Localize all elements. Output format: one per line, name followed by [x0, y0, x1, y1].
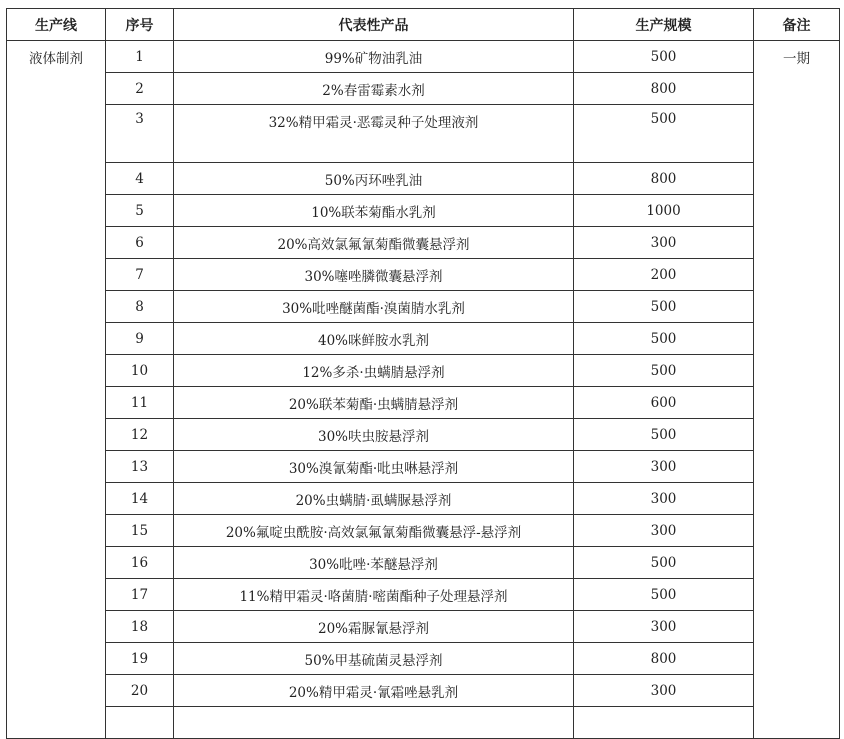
row-index: 20 — [106, 675, 174, 707]
empty-cell — [574, 707, 754, 739]
row-product: 20%霜脲氰悬浮剂 — [174, 611, 574, 643]
row-product: 50%甲基硫菌灵悬浮剂 — [174, 643, 574, 675]
row-scale: 800 — [574, 643, 754, 675]
table-row — [7, 227, 840, 259]
row-scale: 500 — [574, 419, 754, 451]
row-product: 20%精甲霜灵·氰霜唑悬乳剂 — [174, 675, 574, 707]
row-product: 30%噻唑膦微囊悬浮剂 — [174, 259, 574, 291]
header-line: 生产线 — [7, 9, 106, 41]
table-row — [7, 105, 840, 163]
row-index: 12 — [106, 419, 174, 451]
table-row — [7, 73, 840, 105]
row-scale: 300 — [574, 611, 754, 643]
row-scale: 500 — [574, 547, 754, 579]
table-row — [7, 515, 840, 547]
table-row — [7, 451, 840, 483]
row-scale: 300 — [574, 483, 754, 515]
row-index: 4 — [106, 163, 174, 195]
header-row — [7, 9, 840, 41]
row-product: 2%春雷霉素水剂 — [174, 73, 574, 105]
row-scale: 500 — [574, 355, 754, 387]
table-row — [7, 291, 840, 323]
row-scale: 800 — [574, 73, 754, 105]
table-body — [7, 41, 840, 739]
row-product: 20%虫螨腈·虱螨脲悬浮剂 — [174, 483, 574, 515]
table-row — [7, 259, 840, 291]
table-row — [7, 483, 840, 515]
row-product: 20%联苯菊酯·虫螨腈悬浮剂 — [174, 387, 574, 419]
row-product: 30%呋虫胺悬浮剂 — [174, 419, 574, 451]
row-product: 30%溴氰菊酯·吡虫啉悬浮剂 — [174, 451, 574, 483]
row-scale: 500 — [574, 291, 754, 323]
row-index: 18 — [106, 611, 174, 643]
row-index: 8 — [106, 291, 174, 323]
row-index: 17 — [106, 579, 174, 611]
row-product: 20%高效氯氟氰菊酯微囊悬浮剂 — [174, 227, 574, 259]
empty-cell — [106, 707, 174, 739]
row-product: 12%多杀·虫螨腈悬浮剂 — [174, 355, 574, 387]
table-row — [7, 643, 840, 675]
product-table — [6, 8, 840, 739]
row-index: 7 — [106, 259, 174, 291]
row-index: 2 — [106, 73, 174, 105]
row-index: 3 — [106, 105, 174, 163]
table-row — [7, 355, 840, 387]
empty-cell — [174, 707, 574, 739]
row-index: 5 — [106, 195, 174, 227]
row-index: 1 — [106, 41, 174, 73]
row-index: 10 — [106, 355, 174, 387]
row-index: 11 — [106, 387, 174, 419]
row-scale: 600 — [574, 387, 754, 419]
row-product: 10%联苯菊酯水乳剂 — [174, 195, 574, 227]
table-row — [7, 547, 840, 579]
row-scale: 1000 — [574, 195, 754, 227]
row-scale: 300 — [574, 227, 754, 259]
row-product: 99%矿物油乳油 — [174, 41, 574, 73]
table-row — [7, 611, 840, 643]
row-index: 9 — [106, 323, 174, 355]
table-row — [7, 195, 840, 227]
row-scale: 500 — [574, 41, 754, 73]
row-scale: 800 — [574, 163, 754, 195]
row-index: 19 — [106, 643, 174, 675]
row-product: 40%咪鲜胺水乳剂 — [174, 323, 574, 355]
row-index: 16 — [106, 547, 174, 579]
header-product: 代表性产品 — [174, 9, 574, 41]
row-scale: 300 — [574, 675, 754, 707]
row-index: 13 — [106, 451, 174, 483]
row-index: 14 — [106, 483, 174, 515]
row-product: 11%精甲霜灵·咯菌腈·嘧菌酯种子处理悬浮剂 — [174, 579, 574, 611]
table-row — [7, 163, 840, 195]
row-index: 15 — [106, 515, 174, 547]
table-row — [7, 675, 840, 707]
table-row — [7, 419, 840, 451]
row-scale: 300 — [574, 515, 754, 547]
row-index: 6 — [106, 227, 174, 259]
table-row — [7, 41, 840, 73]
row-scale: 500 — [574, 579, 754, 611]
row-scale: 500 — [574, 105, 754, 163]
row-product: 20%氟啶虫酰胺·高效氯氟氰菊酯微囊悬浮-悬浮剂 — [174, 515, 574, 547]
table-row — [7, 323, 840, 355]
row-product: 30%吡唑醚菌酯·溴菌腈水乳剂 — [174, 291, 574, 323]
row-product: 30%吡唑·苯醚悬浮剂 — [174, 547, 574, 579]
table-row — [7, 387, 840, 419]
table-row-partial — [7, 707, 840, 739]
row-scale: 200 — [574, 259, 754, 291]
table-row — [7, 579, 840, 611]
header-note: 备注 — [754, 9, 840, 41]
header-index: 序号 — [106, 9, 174, 41]
row-scale: 500 — [574, 323, 754, 355]
row-product: 32%精甲霜灵·恶霉灵种子处理液剂 — [174, 105, 574, 163]
header-scale: 生产规模 — [574, 9, 754, 41]
note-cell: 一期 — [754, 41, 840, 739]
row-product: 50%丙环唑乳油 — [174, 163, 574, 195]
production-line-cell: 液体制剂 — [7, 41, 106, 739]
row-scale: 300 — [574, 451, 754, 483]
